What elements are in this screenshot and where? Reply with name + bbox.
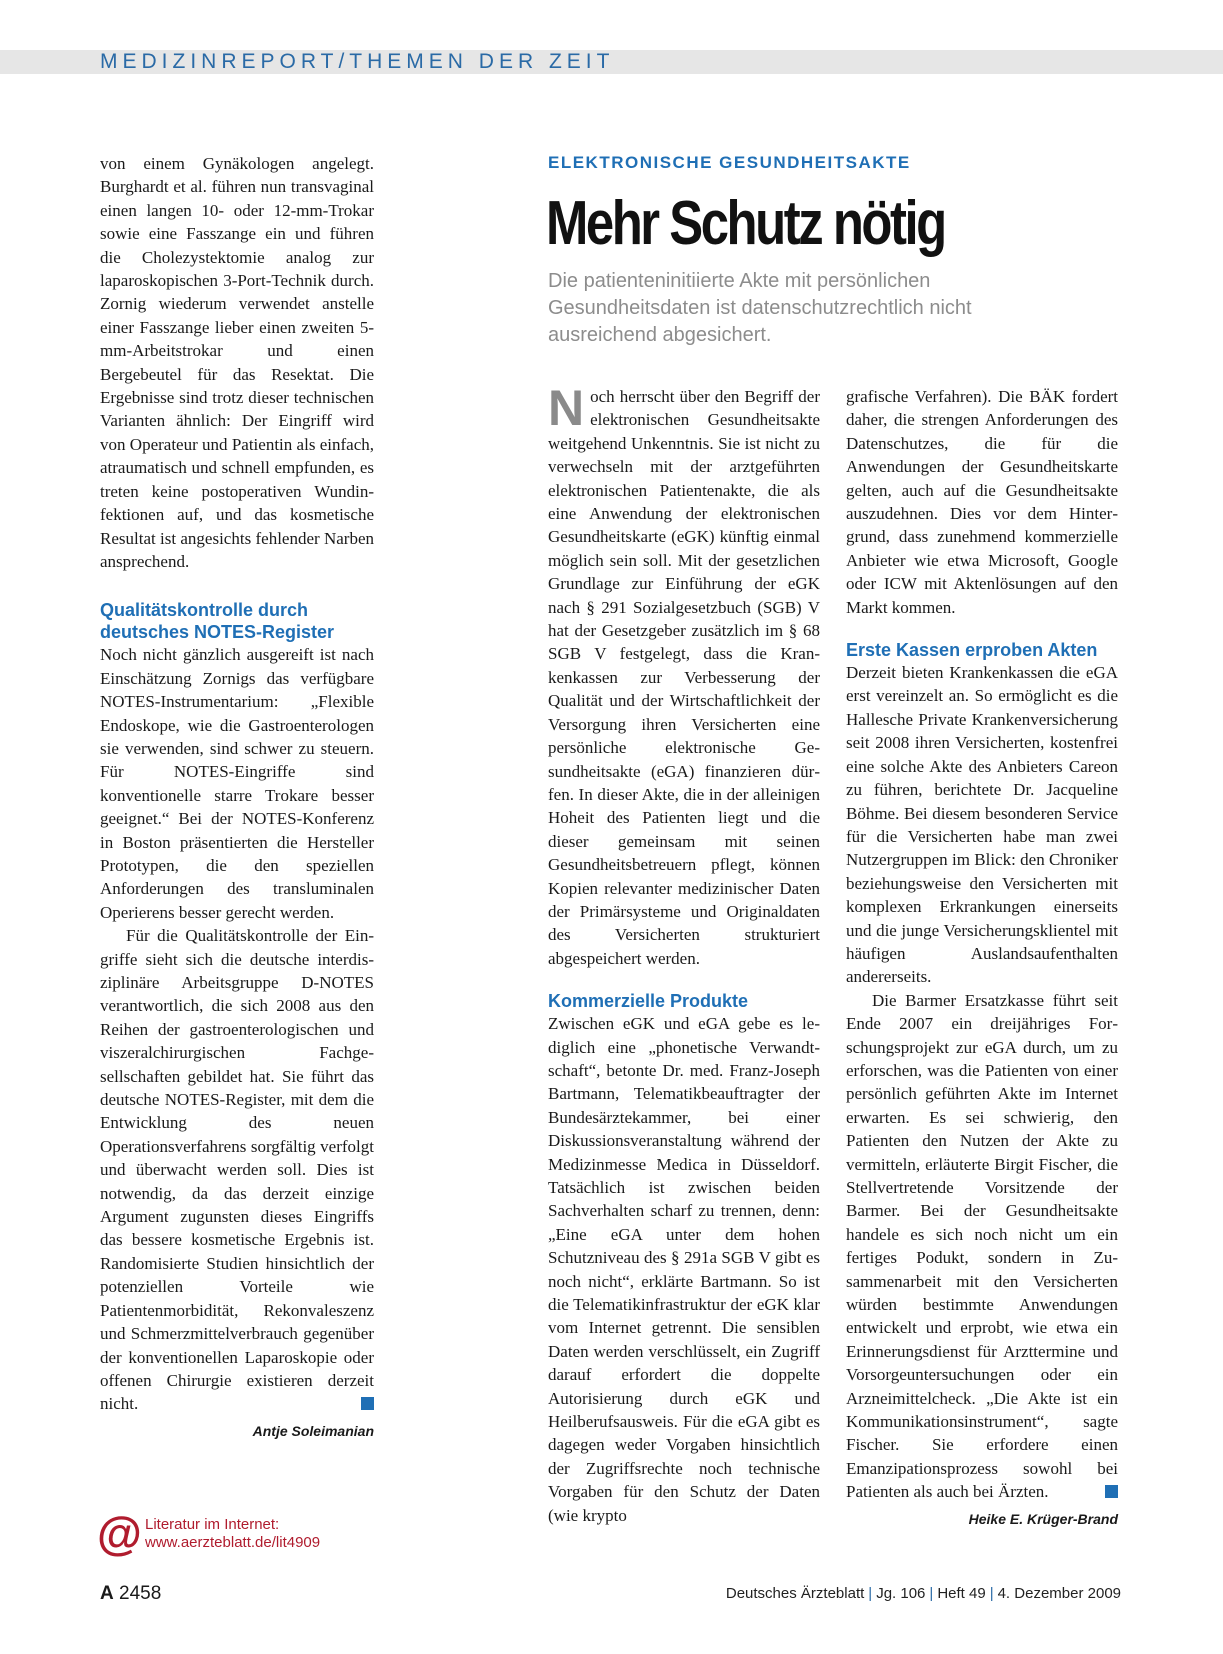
end-of-article-icon <box>1105 1485 1118 1498</box>
literature-url-link[interactable]: www.aerzteblatt.de/lit4909 <box>145 1534 321 1551</box>
paragraph: Noch nicht gänzlich ausgereift ist nach Einschätzung Zornigs das verfügbare NOTES-Instrumentarium: „Flexible Endoskope, wie die Gastroenterologen sie verwenden, sind schwer zu steuern. Für NOTES-Eingriffe sind konventionelle starre Trokare besser geeignet.“ Bei der NOTES-Konferenz in Boston präsentierten die Hersteller Prototypen, die den speziellen Anforderungen des transluminalen Operierens besser gerecht werden. <box>100 645 374 922</box>
footer-meta <box>726 1582 1121 1606</box>
article-lead: Die patienteninitiierte Akte mit persönlichen Gesundheitsdaten ist datenschutzrechtlich nicht ausreichend abgesichert. <box>548 270 972 346</box>
literature-label: Literatur im Internet: <box>145 1516 280 1533</box>
paragraph <box>548 380 820 970</box>
paragraph <box>100 924 374 1416</box>
paragraph: von einem Gynäkologen angelegt. Burghardt et al. führen nun transvaginal einen langen 10- oder 12-mm-Trokar sowie eine Fasszange ein und führen die Cholezystektomie analog zur laparoskopischen 3-Port-Technik durch. Zornig wiederum verwendet anstelle einer Fasszange lieber einen zweiten 5-mm-Arbeitstrokar und einen Bergebeutel für das Resektat. Die Ergebnisse sind trotz dieser technischen Varianten ähnlich: Der Eingriff wird von Operateur und Patientin als einfach, atraumatisch und schnell empfunden, es treten keine postoperativen Wundinfektionen auf, und das kosmetische Resultat ist angesichts fehlender Narben ansprechend. <box>100 154 374 571</box>
paragraph-text: Für die Qualitätskontrolle der Eingriffe sieht sich die deutsche interdisziplinäre Arbeitsgruppe D-NOTES verantwortlich, die sich 2008 aus den Reihen der gastroenterologischen und viszeralchirurgischen Fachgesellschaften gebildet hat. Sie führt das deutsche NOTES-Register, mit dem die Entwicklung des neuen Operationsverfahrens sorgfältig verfolgt und überwacht werden soll. Dies ist notwendig, da das derzeit einzige Argument zugunsten dieses Eingriffs das bessere kosmetische Ergebnis ist. Randomisierte Studien hinsichtlich der potenziellen Vorteile wie Patientenmorbidität, Rekonvaleszenz und Schmerzmittelverbrauch gegenüber der konventionellen Laparoskopie oder offenen Chirurgie existieren derzeit nicht. <box>100 926 374 1414</box>
article-headline: Mehr Schutz nötig <box>546 189 945 258</box>
drop-cap: N <box>548 380 585 436</box>
paragraph: Derzeit bieten Krankenkassen die eGA erst vereinzelt an. So ermöglicht es die Hallesche Private Krankenversicherung seit 2008 ihren Versicherten, kostenfrei eine solche Akte des Anbieters Careon zu führen, berichtete Dr. Jacqueline Böhme. Bei diesem besonderen Service für die Versicherten habe man zwei Nutzergruppen im Blick: den Chroniker beziehungsweise den Versicherten mit komplexen Erkrankungen einerseits und die junge Versicherungsklientel mit häufigen Auslandsaufenthalten andererseits. <box>846 663 1118 987</box>
paragraph <box>846 989 1118 1504</box>
subheading-erste-kassen: Erste Kassen erproben Akten <box>846 640 1098 661</box>
paragraph: grafische Verfahren). Die BÄK fordert daher, die strengen Anforderungen des Datenschutzes, die für die Anwendungen der Gesundheitskarte gelten, auch auf die Gesundheitsakte auszudehnen. Dies vor dem Hintergrund, dass zunehmend kommerzielle Anbieter wie etwa Microsoft, Google oder ICW mit Aktenlösungen auf den Markt kommen. <box>846 387 1118 617</box>
page-number <box>100 1582 161 1606</box>
article-column-1 <box>548 380 820 1527</box>
paragraph-text: och herrscht über den Begriff der elektronischen Gesundheitsakte weitgehend Unkenntnis. Sie ist nicht zu verwechseln mit der arztgeführten elektronischen Patientenakte, die als eine Anwendung der elektronischen Gesundheitskarte (eGK) künftig einmal möglich sein soll. Mit der gesetzlichen Grundlage zur Einführung der eGK nach § 291 Sozialgesetzbuch (SGB) V hat der Gesetzgeber zusätzlich im § 68 SGB V festgelegt, dass die Krankenkassen zur Verbesserung der Qualität und der Wirtschaftlichkeit der Versorgung ihren Versicherten eine persönliche elektronische Gesundheitsakte (eGA) finanzieren dürfen. In dieser Akte, die in der alleinigen Hoheit des Patienten liegt und die dieser gemeinsam mit seinen Gesundheitsbetreuern pflegt, können Kopien relevanter medizinischer Daten der Primärsysteme und Originaldaten des Versicherten strukturiert abgespeichert werden. <box>548 387 820 968</box>
page-prefix: A <box>100 1583 114 1604</box>
separator: | <box>929 1585 934 1602</box>
author-byline: Antje Soleimanian <box>252 1422 374 1439</box>
page-number-value: 2458 <box>119 1583 162 1604</box>
literature-text <box>145 1516 320 1552</box>
issue-date: 4. Dezember 2009 <box>997 1585 1121 1602</box>
subheading-notes-register: Qualitätskontrolle durch deutsches NOTES-Register <box>100 600 335 643</box>
journal-volume: Jg. 106 <box>876 1585 926 1602</box>
author-byline: Heike E. Krüger-Brand <box>968 1510 1118 1527</box>
left-column <box>100 152 374 1443</box>
paragraph-text: Die Barmer Ersatzkasse führt seit Ende 2007 ein dreijähriges Forschungsprojekt zur eGA durch, um zu erforschen, was die Patienten von einer persönlich geführten Akte im Internet erwarten. Es sei schwierig, den Patienten den Nutzen der Akte zu vermitteln, erläuterte Birgit Fischer, die Stellvertretende Vorsitzende der Barmer. Bei der Gesundheitsakte handele es sich noch nicht um ein fertiges Podukt, sondern in Zusammenarbeit mit den Versicherten würden bestimmte Anwendungen entwickelt und erprobt, wie etwa ein Erinnerungsdienst für Arzttermine und Vorsorgeuntersuchungen oder ein Arzneimittelcheck. „Die Akte ist ein Kommunikationsinstrument“, sagte Fischer. Sie erfordere einen Emanzipationsprozess sowohl bei Patienten als auch bei Ärzten. <box>846 990 1118 1502</box>
article-kicker: ELEKTRONISCHE GESUNDHEITSAKTE <box>548 153 911 172</box>
paragraph: Zwischen eGK und eGA gebe es lediglich eine „phonetische Verwandtschaft“, betonte Dr. med. Franz-Joseph Bartmann, Telematikbeauftragter der Bundesärztekammer, bei einer Diskussionsveranstaltung während der Medizinmesse Medica in Düsseldorf. Tatsächlich ist zwischen beiden Sachverhalten scharf zu trennen, denn: „Eine eGA unter dem hohen Schutzniveau des § 291a SGB V gibt es noch nicht“, erklärte Bartmann. So ist die Telematikinfrastruktur der eGK klar vom Internet getrennt. Die sensiblen Daten werden verschlüsselt, ein Zugriff darauf erfordert die doppelte Autorisierung durch eGK und Heilberufsausweis. Für die eGA gibt es dagegen weder Vorgaben hinsichtlich der Zugriffsrechte noch technische Vorgaben für den Schutz der Daten (wie krypto <box>548 1014 820 1525</box>
journal-name: Deutsches Ärzteblatt <box>725 1585 865 1602</box>
section-label: MEDIZINREPORT/THEMEN DER ZEIT <box>100 50 615 73</box>
journal-issue: Heft 49 <box>937 1585 986 1602</box>
separator: | <box>868 1585 873 1602</box>
end-of-article-icon <box>361 1397 374 1410</box>
article-column-2 <box>846 385 1118 1531</box>
literature-link-box[interactable] <box>97 1507 377 1559</box>
separator: | <box>989 1585 994 1602</box>
subheading-kommerzielle-produkte: Kommerzielle Produkte <box>548 991 749 1012</box>
at-sign-icon: @ <box>97 1507 142 1559</box>
